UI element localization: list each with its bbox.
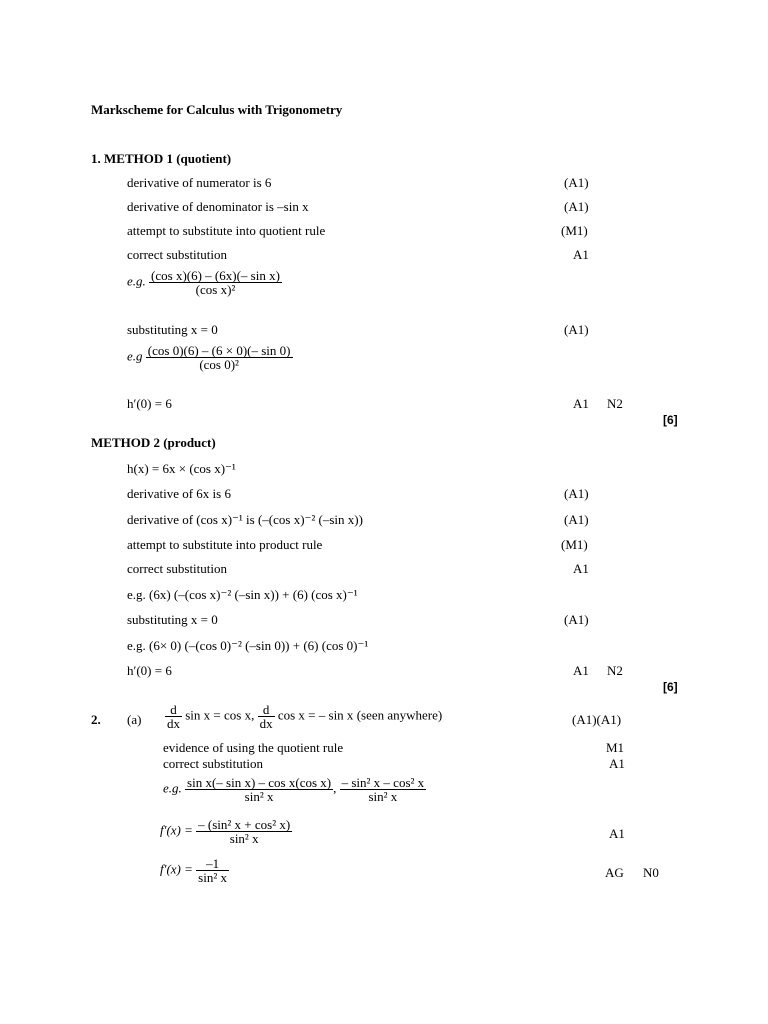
dx: dx (167, 716, 180, 731)
fraction (149, 269, 282, 296)
q2-f-prime-2 (160, 857, 229, 884)
m1-mark-6b: N2 (607, 396, 623, 411)
lhs: f′(x) = (160, 822, 193, 838)
m1-line-2: derivative of denominator is –sin x (127, 199, 309, 214)
numerator: –1 (196, 857, 229, 871)
deriv-cos: cos x = – sin x (277, 707, 354, 723)
denominator: (cos 0)² (199, 357, 239, 372)
eg-prefix: e.g (127, 348, 143, 364)
separator: , (333, 780, 337, 796)
m2-line-2: derivative of 6x is 6 (127, 486, 231, 501)
m2-line-7: substituting x = 0 (127, 612, 218, 627)
m2-mark-7: (A1) (564, 612, 589, 627)
document-title: Markscheme for Calculus with Trigonometry (91, 102, 343, 117)
m1-mark-2: (A1) (564, 199, 589, 214)
m1-mark-6: A1 (573, 396, 589, 411)
numerator: – sin² x – cos² x (341, 775, 425, 790)
seen-anywhere-note: (seen anywhere) (356, 707, 443, 723)
m2-mark-4: (M1) (561, 537, 588, 552)
q2-mark-5: AG (605, 865, 624, 880)
d: d (258, 703, 275, 717)
m2-line-8: e.g. (6× 0) (–(cos 0)⁻² (–sin 0)) + (6) (cos 0)⁻¹ (127, 638, 369, 653)
fraction (196, 857, 229, 884)
m1-mark-1: (A1) (564, 175, 589, 190)
m1-line-3: attempt to substitute into quotient rule (127, 223, 326, 238)
eg-prefix: e.g. (163, 780, 182, 796)
fraction (146, 344, 293, 371)
d-dx-fraction (165, 703, 182, 730)
m2-mark-5: A1 (573, 561, 589, 576)
m1-line-4: correct substitution (127, 247, 228, 262)
q1-method2-heading: METHOD 2 (product) (91, 435, 216, 450)
numerator: (cos 0)(6) – (6 × 0)(– sin 0) (147, 343, 291, 358)
q2-mark-2: M1 (606, 740, 625, 755)
fraction (340, 776, 427, 803)
denominator: sin² x (198, 870, 227, 885)
m2-mark-3: (A1) (564, 512, 589, 527)
m1-mark-5: (A1) (564, 322, 589, 337)
q2-mark-5b: N0 (643, 865, 659, 880)
d-dx-fraction (258, 703, 275, 730)
m2-line-6: e.g. (6x) (–(cos x)⁻² (–sin x)) + (6) (cos x)⁻¹ (127, 587, 358, 602)
q2-line-substitution: correct substitution (163, 756, 264, 771)
numerator: sin x(– sin x) – cos x(cos x) (187, 775, 332, 790)
d: d (165, 703, 182, 717)
m1-example-2 (127, 344, 293, 371)
fraction (185, 776, 333, 803)
numerator: – (sin² x + cos² x) (198, 817, 291, 832)
m2-total: [6] (663, 680, 678, 694)
numerator: (cos x)(6) – (6x)(– sin x) (151, 268, 280, 283)
lhs: f′(x) = (160, 861, 193, 877)
dx: dx (259, 716, 273, 731)
q2-line-quotient: evidence of using the quotient rule (163, 740, 344, 755)
m1-line-6: h′(0) = 6 (127, 396, 172, 411)
q2-derivatives-line (165, 703, 442, 730)
q2-number: 2. (91, 712, 101, 727)
m1-mark-4: A1 (573, 247, 589, 262)
eg-prefix: e.g. (127, 273, 146, 289)
m1-total: [6] (663, 413, 678, 427)
m2-line-1: h(x) = 6x × (cos x)⁻¹ (127, 461, 236, 476)
denominator: sin² x (244, 789, 274, 804)
q2-part-a: (a) (127, 712, 142, 727)
q2-mark-4: A1 (609, 826, 625, 841)
q2-example (163, 776, 426, 803)
denominator: (cos x)² (195, 282, 236, 297)
m1-line-5: substituting x = 0 (127, 322, 218, 337)
m2-mark-9b: N2 (607, 663, 623, 678)
denominator: sin² x (229, 831, 259, 846)
denominator: sin² x (368, 789, 398, 804)
q1-method1-heading: 1. METHOD 1 (quotient) (91, 151, 232, 166)
m2-line-9: h′(0) = 6 (127, 663, 172, 678)
deriv-sin: sin x = cos x, (185, 707, 255, 723)
m2-mark-2: (A1) (564, 486, 589, 501)
q2-mark-3: A1 (609, 756, 625, 771)
q2-mark-1: (A1)(A1) (572, 712, 622, 727)
m2-line-5: correct substitution (127, 561, 228, 576)
fraction (196, 818, 292, 845)
m2-line-3: derivative of (cos x)⁻¹ is (–(cos x)⁻² (–sin x)) (127, 512, 363, 527)
m1-mark-3: (M1) (561, 223, 588, 238)
m2-line-4: attempt to substitute into product rule (127, 537, 323, 552)
m1-example-1 (127, 269, 282, 296)
m1-line-1: derivative of numerator is 6 (127, 175, 272, 190)
m2-mark-9: A1 (573, 663, 589, 678)
q2-f-prime-1 (160, 818, 292, 845)
